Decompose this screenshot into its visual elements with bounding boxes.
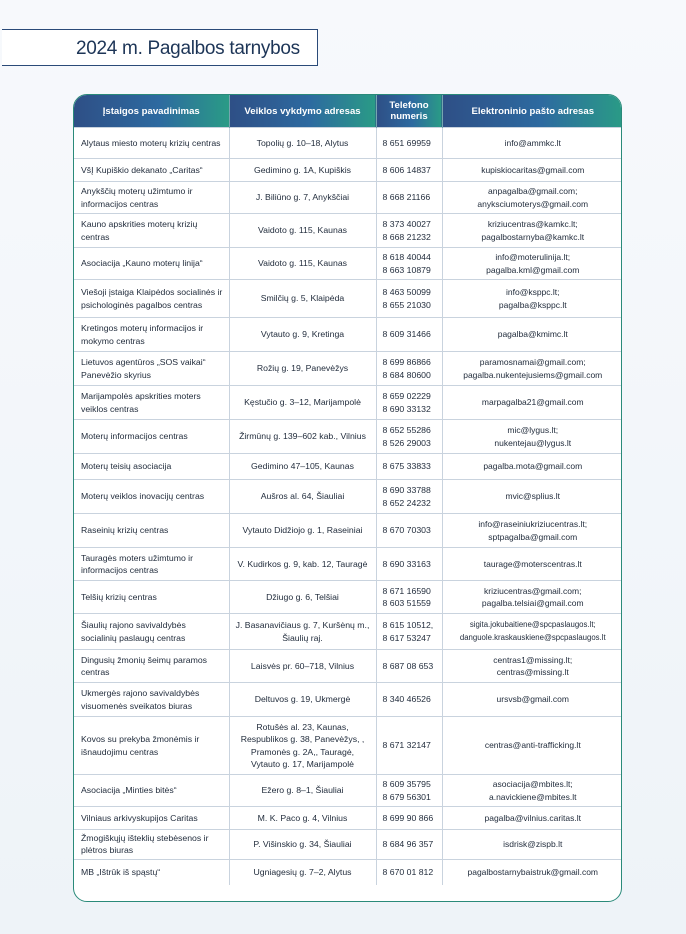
cell-phone-line: 8 675 33833 xyxy=(382,461,431,472)
cell-address xyxy=(229,650,376,683)
cell-email[interactable] xyxy=(442,514,622,548)
cell-phone xyxy=(376,420,442,454)
table-row xyxy=(74,420,622,454)
cell-name xyxy=(74,859,229,885)
cell-email-line: nukentejau@lygus.lt xyxy=(494,437,572,448)
cell-phone-line: 8 690 33132 xyxy=(382,403,431,414)
table-row xyxy=(74,514,622,548)
cell-email[interactable] xyxy=(442,352,622,386)
table-row xyxy=(74,280,622,318)
cell-name-line: Kretingos moterų informacijos ir mokymo centras xyxy=(81,323,204,346)
cell-email-line: mic@lygus.lt; xyxy=(507,425,559,436)
table-row xyxy=(74,581,622,614)
cell-phone-line: 8 699 86866 xyxy=(382,357,431,368)
cell-address xyxy=(229,420,376,454)
cell-address xyxy=(229,280,376,318)
cell-phone-line: 8 618 40044 xyxy=(382,252,431,263)
cell-email[interactable] xyxy=(442,480,622,514)
cell-name-line: Asociacija „Kauno moterų linija“ xyxy=(81,258,203,269)
cell-phone xyxy=(376,214,442,248)
cell-address-line: Aušros al. 64, Šiauliai xyxy=(260,491,345,502)
cell-name-line: Marijampolės apskrities moters veiklos centras xyxy=(81,391,201,414)
cell-email[interactable] xyxy=(442,859,622,885)
cell-address xyxy=(229,683,376,717)
cell-phone xyxy=(376,859,442,885)
cell-name xyxy=(74,182,229,214)
cell-address-line: Kęstučio g. 3–12, Marijampolė xyxy=(244,397,361,408)
cell-email-line: mvic@splius.lt xyxy=(505,491,560,502)
cell-address xyxy=(229,581,376,614)
table-row xyxy=(74,480,622,514)
cell-address xyxy=(229,454,376,480)
cell-address-line: P. Višinskio g. 34, Šiauliai xyxy=(253,839,352,850)
cell-address-line: Topolių g. 10–18, Alytus xyxy=(256,137,349,148)
cell-name xyxy=(74,717,229,775)
cell-phone xyxy=(376,128,442,159)
table-row xyxy=(74,859,622,885)
cell-email-line: anyksciumoterys@gmail.com xyxy=(477,198,589,209)
cell-address xyxy=(229,248,376,280)
table-row xyxy=(74,775,622,807)
cell-email-line: pagalba.mota@gmail.com xyxy=(483,461,583,472)
cell-name-line: Viešoji įstaiga Klaipėdos socialinės ir psichologinės pagalbos centras xyxy=(81,287,223,310)
cell-address-line: Gedimino g. 1A, Kupiškis xyxy=(253,164,352,175)
cell-phone-line: 8 671 16590 xyxy=(382,585,431,596)
table-row xyxy=(74,548,622,581)
cell-address xyxy=(229,182,376,214)
cell-email-line: centras1@missing.lt; xyxy=(493,654,573,665)
cell-name xyxy=(74,683,229,717)
cell-phone-line: 8 690 33788 xyxy=(382,485,431,496)
cell-address-line: Laisvės pr. 60–718, Vilnius xyxy=(250,660,355,671)
cell-email-line: pagalba.kml@gmail.com xyxy=(486,264,580,275)
cell-address xyxy=(229,514,376,548)
cell-email-line: info@ammkc.lt xyxy=(504,137,561,148)
cell-email[interactable] xyxy=(442,280,622,318)
cell-email[interactable] xyxy=(442,807,622,830)
cell-name-line: VšĮ Kupiškio dekanato „Caritas“ xyxy=(81,164,203,175)
cell-phone xyxy=(376,650,442,683)
table-row xyxy=(74,717,622,775)
cell-phone xyxy=(376,280,442,318)
cell-email-line: centras@anti-trafficking.lt xyxy=(484,740,581,751)
cell-name-line: Telšių krizių centras xyxy=(81,591,157,602)
cell-email-line: kriziucentras@gmail.com; xyxy=(484,585,582,596)
cell-address-line: Vaidoto g. 115, Kaunas xyxy=(257,225,348,236)
cell-phone-line: 8 655 21030 xyxy=(382,299,431,310)
cell-name-line: Anykščių moterų užimtumo ir informacijos centras xyxy=(81,186,193,209)
table-row xyxy=(74,159,622,182)
cell-email[interactable] xyxy=(442,830,622,860)
table-row xyxy=(74,248,622,280)
cell-email-line: danguole.kraskauskiene@spcpaslaugos.lt xyxy=(459,632,606,642)
cell-email[interactable] xyxy=(442,614,622,650)
cell-email[interactable] xyxy=(442,775,622,807)
cell-phone xyxy=(376,548,442,581)
cell-address xyxy=(229,480,376,514)
table-row xyxy=(74,830,622,860)
table-row xyxy=(74,318,622,352)
cell-address xyxy=(229,859,376,885)
cell-phone-line: 8 670 70303 xyxy=(382,525,431,536)
cell-name xyxy=(74,248,229,280)
cell-address-line: Rotušės al. 23, Kaunas, xyxy=(256,721,349,732)
cell-phone xyxy=(376,717,442,775)
table-row xyxy=(74,614,622,650)
cell-phone-line: 8 668 21232 xyxy=(382,231,431,242)
cell-email-line: centras@missing.lt xyxy=(496,667,569,677)
cell-name-line: Raseinių krizių centras xyxy=(81,525,169,536)
cell-email-line: anpagalba@gmail.com; xyxy=(488,186,578,197)
cell-address xyxy=(229,214,376,248)
cell-address xyxy=(229,318,376,352)
cell-address-line: Džiugo g. 6, Telšiai xyxy=(266,591,339,602)
table-row xyxy=(74,386,622,420)
cell-phone-line: 8 526 29003 xyxy=(382,437,431,448)
cell-phone-line: 8 463 50099 xyxy=(382,287,431,298)
cell-name-line: Moterų veiklos inovacijų centras xyxy=(81,491,205,502)
cell-name-line: Tauragės moters užimtumo ir informacijos centras xyxy=(81,552,194,575)
cell-email[interactable] xyxy=(442,420,622,454)
cell-phone xyxy=(376,480,442,514)
cell-phone-line: 8 609 35795 xyxy=(382,779,431,790)
cell-email-line: marpagalba21@gmail.com xyxy=(481,397,584,408)
cell-name-line: Kovos su prekyba žmonėmis ir išnaudojimu centras xyxy=(81,734,200,757)
cell-address-line: Šiaulių raj. xyxy=(282,632,323,643)
cell-phone xyxy=(376,683,442,717)
cell-phone-line: 8 617 53247 xyxy=(382,632,431,643)
table-row xyxy=(74,683,622,717)
cell-phone xyxy=(376,830,442,860)
cell-email-line: taurage@moterscentras.lt xyxy=(483,558,582,569)
cell-phone-line: 8 373 40027 xyxy=(382,219,431,230)
cell-email-line: pagalba.telsiai@gmail.com xyxy=(481,598,584,608)
cell-email[interactable] xyxy=(442,548,622,581)
cell-name xyxy=(74,352,229,386)
table-header-row xyxy=(74,95,622,128)
table-row xyxy=(74,454,622,480)
cell-phone xyxy=(376,807,442,830)
cell-name xyxy=(74,420,229,454)
cell-address-line: Rožių g. 19, Panevėžys xyxy=(256,363,349,374)
cell-name-line: Moterų teisių asociacija xyxy=(81,461,172,472)
cell-address-line: Ugniagesių g. 7–2, Alytus xyxy=(253,867,352,878)
cell-phone-line: 8 659 02229 xyxy=(382,391,431,402)
cell-name-line: Lietuvos agentūros „SOS vaikai“ Panevėžio skyrius xyxy=(81,357,206,380)
cell-address-line: Vytauto Didžiojo g. 1, Raseiniai xyxy=(242,525,363,536)
cell-email-line: pagalba@ksppc.lt xyxy=(498,299,567,310)
cell-address-line: Žirmūnų g. 139–602 kab., Vilnius xyxy=(239,431,366,442)
cell-address-line: V. Kudirkos g. 9, kab. 12, Tauragė xyxy=(237,558,368,569)
cell-email[interactable] xyxy=(442,454,622,480)
table-row xyxy=(74,807,622,830)
page-title: 2024 m. Pagalbos tarnybos xyxy=(76,38,300,59)
cell-email-line: sptpagalba@gmail.com xyxy=(488,531,578,542)
cell-name-line: Alytaus miesto moterų krizių centras xyxy=(81,137,221,148)
cell-email[interactable] xyxy=(442,128,622,159)
cell-address-line: Gedimino 47–105, Kaunas xyxy=(251,461,354,472)
header-address: Veiklos vykdymo adresas xyxy=(229,95,376,128)
cell-address xyxy=(229,717,376,775)
cell-address-line: Vytauto g. 17, Marijampolė xyxy=(250,758,354,769)
cell-name xyxy=(74,128,229,159)
cell-name xyxy=(74,830,229,860)
cell-name xyxy=(74,159,229,182)
cell-phone-line: 8 652 55286 xyxy=(382,425,431,436)
cell-phone xyxy=(376,775,442,807)
cell-phone-line: 8 684 96 357 xyxy=(382,839,434,850)
cell-name-line: MB „Ištrūk iš spąstų“ xyxy=(81,867,161,878)
cell-address xyxy=(229,548,376,581)
cell-email-line: kriziucentras@kamkc.lt; xyxy=(487,219,578,230)
cell-phone xyxy=(376,454,442,480)
cell-email[interactable] xyxy=(442,318,622,352)
cell-address-line: J. Biliūno g. 7, Anykščiai xyxy=(255,192,350,203)
cell-phone xyxy=(376,318,442,352)
cell-phone-line: 8 684 80600 xyxy=(382,369,431,380)
cell-name xyxy=(74,386,229,420)
table-row xyxy=(74,650,622,683)
cell-email[interactable] xyxy=(442,683,622,717)
cell-name xyxy=(74,614,229,650)
cell-name-line: Žmogiškųjų išteklių stebėsenos ir plėtros biuras xyxy=(81,833,209,856)
cell-name-line: Ukmergės rajono savivaldybės visuomenės sveikatos biuras xyxy=(81,688,200,711)
cell-name xyxy=(74,318,229,352)
cell-phone-line: 8 651 69959 xyxy=(382,137,431,148)
cell-name xyxy=(74,807,229,830)
cell-email-line: pagalbostarnyba@kamkc.lt xyxy=(481,231,585,242)
cell-address xyxy=(229,159,376,182)
cell-name xyxy=(74,214,229,248)
cell-email[interactable] xyxy=(442,386,622,420)
cell-address-line: Ežero g. 8–1, Šiauliai xyxy=(261,785,344,796)
cell-address-line: Vaidoto g. 115, Kaunas xyxy=(257,258,348,269)
cell-phone xyxy=(376,386,442,420)
cell-phone-line: 8 340 46526 xyxy=(382,694,431,705)
cell-email[interactable] xyxy=(442,717,622,775)
table-row xyxy=(74,214,622,248)
cell-address-line: J. Basanavičiaus g. 7, Kuršėnų m., xyxy=(235,620,370,631)
cell-name-line: Moterų informacijos centras xyxy=(81,431,188,442)
cell-name xyxy=(74,514,229,548)
cell-phone-line: 8 699 90 866 xyxy=(382,812,434,823)
cell-address xyxy=(229,807,376,830)
cell-name-line: Kauno apskrities moterų krizių centras xyxy=(81,219,198,242)
cell-phone xyxy=(376,248,442,280)
cell-email[interactable] xyxy=(442,214,622,248)
cell-address xyxy=(229,830,376,860)
cell-email[interactable] xyxy=(442,159,622,182)
cell-phone xyxy=(376,159,442,182)
cell-phone-line: 8 609 31466 xyxy=(382,329,431,340)
cell-address xyxy=(229,386,376,420)
cell-address-line: Smilčių g. 5, Klaipėda xyxy=(260,293,345,304)
cell-email-line: kupiskiocaritas@gmail.com xyxy=(481,164,585,175)
cell-email[interactable] xyxy=(442,581,622,614)
cell-email[interactable] xyxy=(442,182,622,214)
cell-address-line: Pramonės g. 2A,, Tauragė, xyxy=(250,746,355,757)
cell-email-line: isdrisk@zispb.lt xyxy=(503,839,563,850)
cell-email-line: info@moterulinija.lt; xyxy=(495,252,571,263)
cell-name-line: Vilniaus arkivyskupijos Caritas xyxy=(81,812,198,823)
table-row xyxy=(74,128,622,159)
cell-email[interactable] xyxy=(442,650,622,683)
cell-address xyxy=(229,614,376,650)
cell-name xyxy=(74,548,229,581)
cell-name-line: Asociacija „Minties bitės“ xyxy=(81,785,177,796)
cell-email-line: ursvsb@gmail.com xyxy=(496,694,569,705)
cell-phone-line: 8 671 32147 xyxy=(382,740,431,751)
cell-phone-line: 8 652 24232 xyxy=(382,497,431,508)
cell-address xyxy=(229,128,376,159)
cell-name xyxy=(74,480,229,514)
header-email: Elektroninio pašto adresas xyxy=(442,95,622,128)
cell-name xyxy=(74,775,229,807)
cell-address xyxy=(229,775,376,807)
cell-email-line: sigita.jokubaitiene@spcpaslaugos.lt; xyxy=(469,620,596,630)
table-row xyxy=(74,182,622,214)
cell-phone-line: 8 687 08 653 xyxy=(382,660,434,671)
cell-address-line: Respublikos g. 38, Panevėžys, , xyxy=(240,734,365,745)
cell-email-line: info@raseiniukriziucentras.lt; xyxy=(478,519,588,530)
cell-email-line: info@ksppc.lt; xyxy=(505,287,560,298)
cell-email-line: pagalbostarnybaistruk@gmail.com xyxy=(467,867,599,878)
cell-email-line: asociacija@mbites.lt; xyxy=(492,779,573,790)
cell-phone xyxy=(376,352,442,386)
cell-phone-line: 8 690 33163 xyxy=(382,558,431,569)
cell-phone-line: 8 603 51559 xyxy=(382,598,431,608)
cell-phone xyxy=(376,614,442,650)
cell-phone-line: 8 670 01 812 xyxy=(382,867,434,878)
cell-email-line: pagalba.nukentejusiems@gmail.com xyxy=(463,369,603,380)
cell-phone-line: 8 679 56301 xyxy=(382,791,431,802)
services-table-container xyxy=(73,94,622,902)
cell-address-line: Deltuvos g. 19, Ukmergė xyxy=(254,694,351,705)
cell-phone xyxy=(376,514,442,548)
header-phone: Telefono numeris xyxy=(376,95,442,128)
cell-name xyxy=(74,581,229,614)
cell-address-line: Vytauto g. 9, Kretinga xyxy=(260,329,345,340)
cell-name xyxy=(74,650,229,683)
cell-address-line: M. K. Paco g. 4, Vilnius xyxy=(257,812,348,823)
cell-phone xyxy=(376,182,442,214)
cell-phone-line: 8 606 14837 xyxy=(382,164,431,175)
cell-name-line: Dingusių žmonių šeimų paramos centras xyxy=(81,654,208,677)
table-body xyxy=(74,128,622,886)
cell-email-line: pagalba@kmimc.lt xyxy=(497,329,568,340)
cell-phone-line: 8 668 21166 xyxy=(382,192,431,203)
cell-name xyxy=(74,280,229,318)
cell-phone-line: 8 663 10879 xyxy=(382,264,431,275)
table-row xyxy=(74,352,622,386)
services-table xyxy=(74,95,622,885)
title-box xyxy=(2,29,318,66)
cell-name xyxy=(74,454,229,480)
cell-email-line: paramosnamai@gmail.com; xyxy=(479,357,586,368)
cell-phone xyxy=(376,581,442,614)
cell-address xyxy=(229,352,376,386)
cell-name-line: Šiaulių rajono savivaldybės socialinių paslaugų centras xyxy=(81,620,186,643)
cell-email-line: pagalba@vilnius.caritas.lt xyxy=(484,812,581,823)
header-name: Įstaigos pavadinimas xyxy=(74,95,229,128)
cell-email-line: a.navickiene@mbites.lt xyxy=(488,791,577,802)
cell-phone-line: 8 615 10512, xyxy=(382,620,434,631)
cell-email[interactable] xyxy=(442,248,622,280)
